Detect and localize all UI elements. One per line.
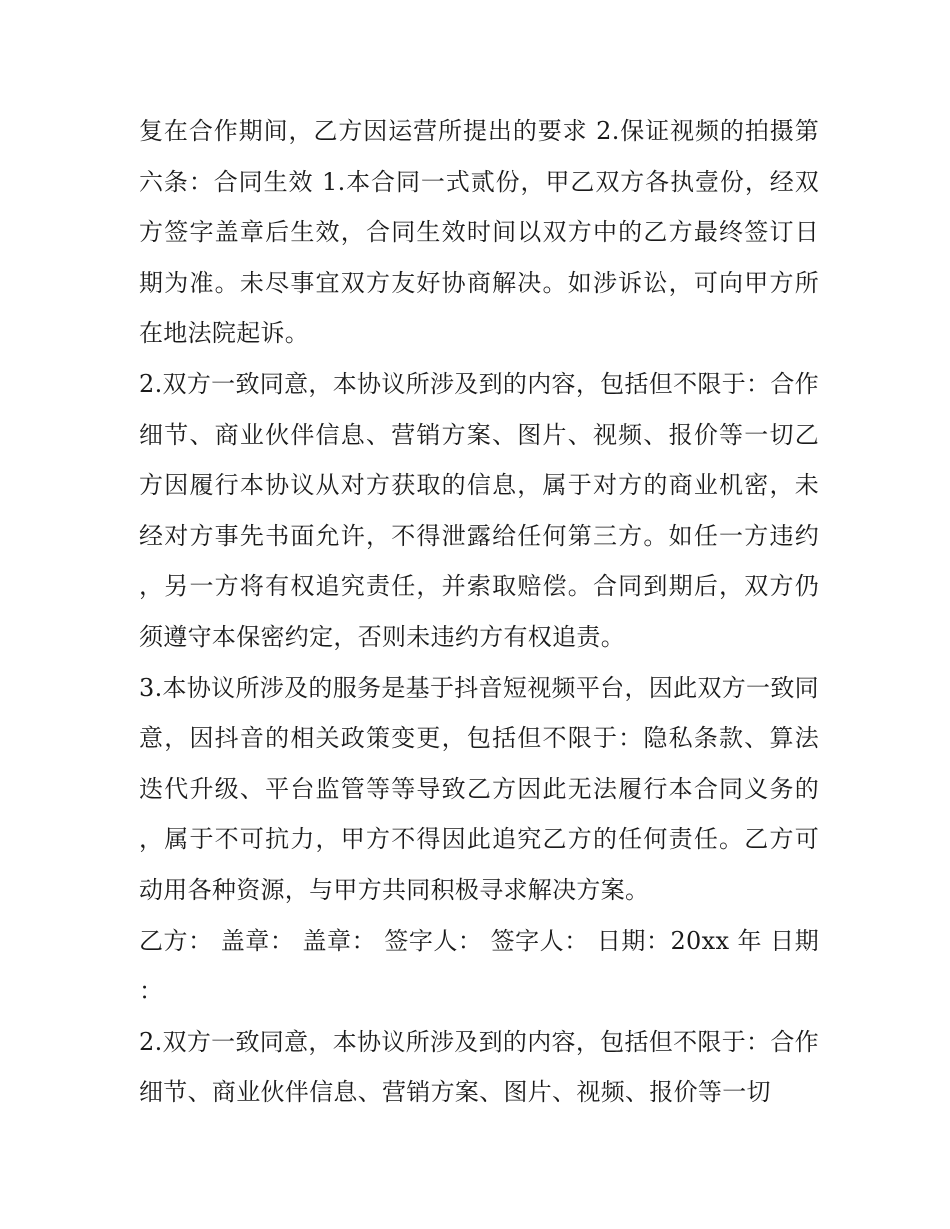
paragraph-force-majeure: 3.本协议所涉及的服务是基于抖音短视频平台，因此双方一致同意，因抖音的相关政策变更，包括但不限于：隐私条款、算法迭代升级、平台监管等等导致乙方因此无法履行本合同义务的，属于不可抗力，甲方不得因此追究乙方的任何责任。乙方可动用各种资源，与甲方共同积极寻求解决方案。 (139, 673, 819, 904)
paragraph-contract-effective: 复在合作期间，乙方因运营所提出的要求 2.保证视频的拍摄第六条：合同生效 1.本合同一式贰份，甲乙双方各执壹份，经双方签字盖章后生效，合同生效时间以双方中的乙方最终签订日期为准。未尽事宜双方友好协商解决。如涉诉讼，可向甲方所在地法院起诉。 (139, 117, 819, 348)
document-body (139, 106, 819, 1118)
paragraph-signature-line: 乙方： 盖章： 盖章： 签字人： 签字人： 日期：20xx 年 日期： (139, 926, 819, 1006)
paragraph-confidentiality-repeat: 2.双方一致同意，本协议所涉及到的内容，包括但不限于：合作细节、商业伙伴信息、营销方案、图片、视频、报价等一切 (139, 1027, 819, 1107)
paragraph-confidentiality: 2.双方一致同意，本协议所涉及到的内容，包括但不限于：合作细节、商业伙伴信息、营销方案、图片、视频、报价等一切乙方因履行本协议从对方获取的信息，属于对方的商业机密，未经对方事先书面允许，不得泄露给任何第三方。如任一方违约，另一方将有权追究责任，并索取赔偿。合同到期后，双方仍须遵守本保密约定，否则未违约方有权追责。 (139, 369, 819, 651)
